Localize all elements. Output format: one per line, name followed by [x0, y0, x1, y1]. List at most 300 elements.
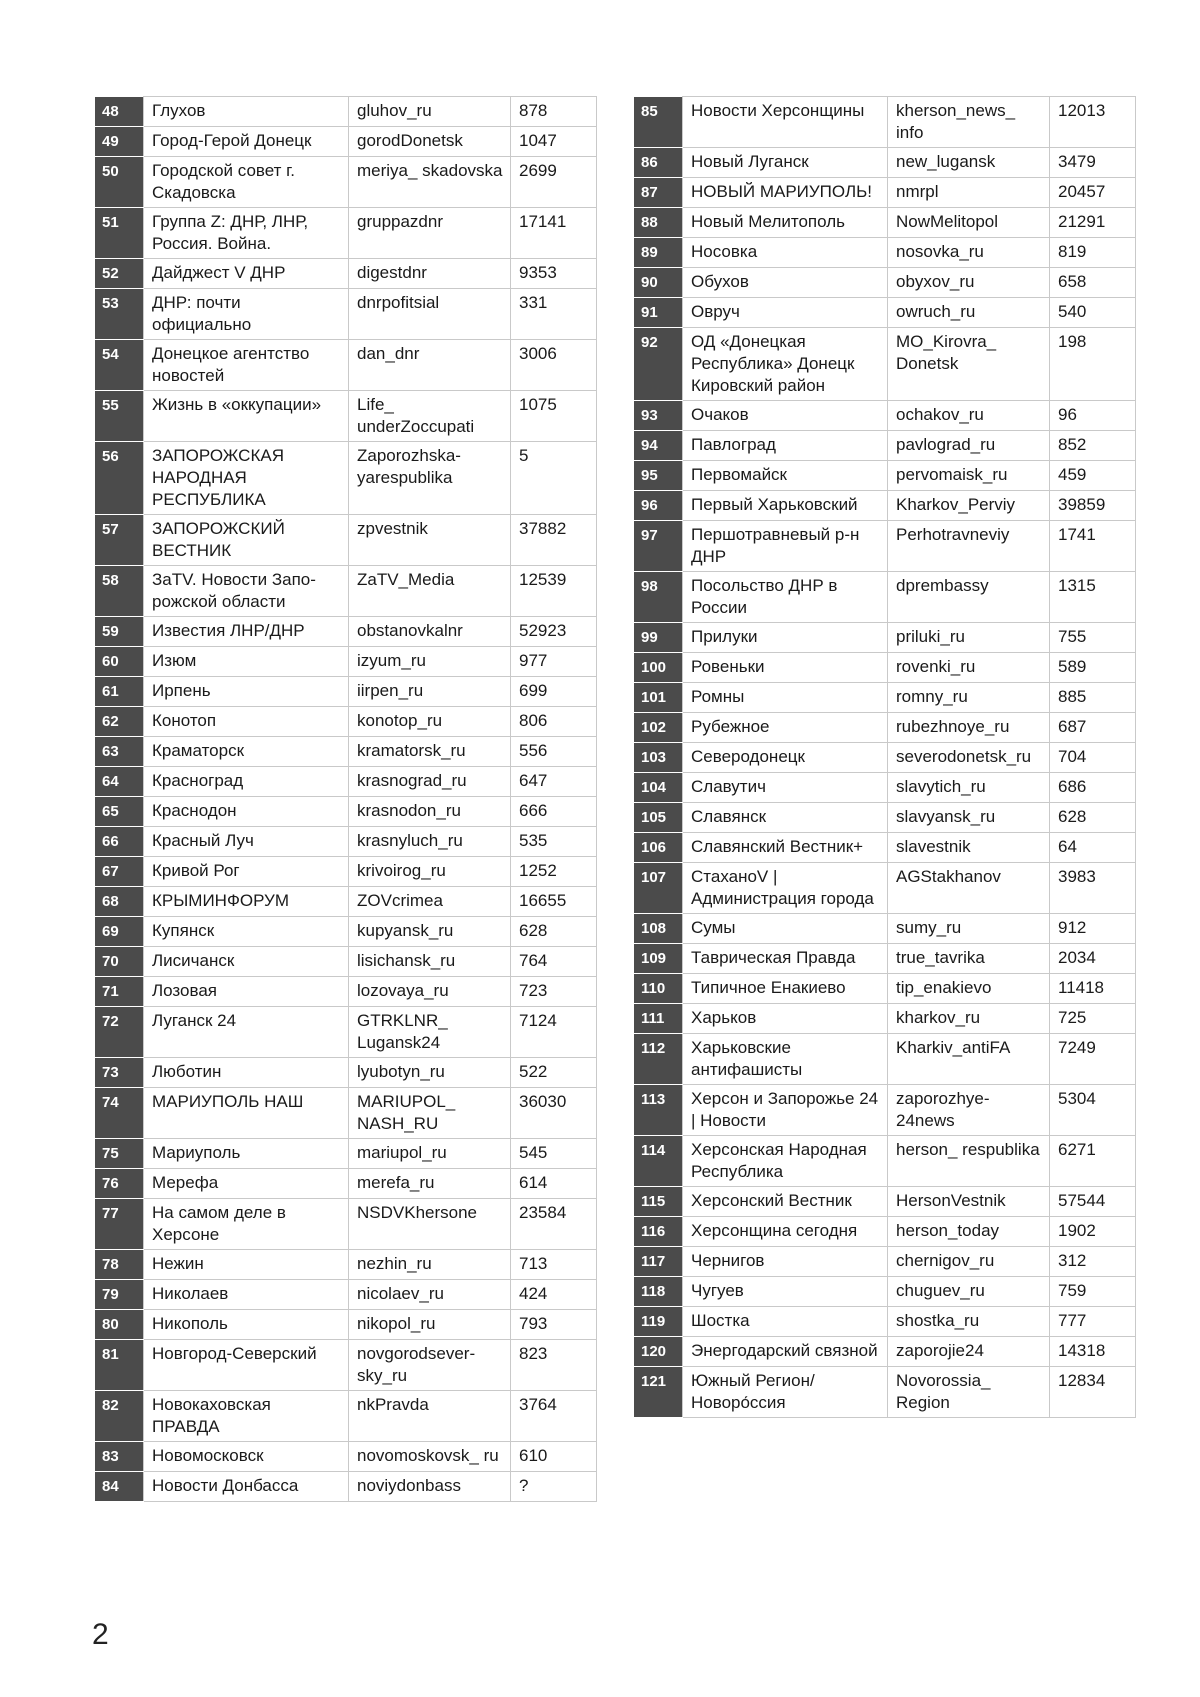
- table-row: [635, 461, 1136, 491]
- row-number: 67: [96, 857, 144, 887]
- table-row: [96, 1139, 597, 1169]
- row-number: 85: [635, 97, 683, 148]
- row-number: 50: [96, 157, 144, 208]
- subscriber-count: 704: [1050, 743, 1136, 773]
- channel-name: Носовка: [683, 238, 888, 268]
- channel-handle: kupyansk_ru: [349, 917, 511, 947]
- channel-handle: dan_dnr: [349, 340, 511, 391]
- row-number: 100: [635, 653, 683, 683]
- channel-name: Кривой Рог: [144, 857, 349, 887]
- table-row: [635, 148, 1136, 178]
- table-row: [635, 713, 1136, 743]
- row-number: 87: [635, 178, 683, 208]
- table-row: [96, 340, 597, 391]
- channel-name: Николаев: [144, 1280, 349, 1310]
- row-number: 52: [96, 259, 144, 289]
- row-number: 49: [96, 127, 144, 157]
- channel-name: Никополь: [144, 1310, 349, 1340]
- table-row: [635, 1187, 1136, 1217]
- channel-handle: noviydonbass: [349, 1472, 511, 1502]
- channel-handle: ZOVcrimea: [349, 887, 511, 917]
- table-row: [635, 803, 1136, 833]
- channel-handle: ochakov_ru: [888, 401, 1050, 431]
- channel-name: Глухов: [144, 97, 349, 127]
- channel-handle: GTRKLNR_ Lugansk24: [349, 1007, 511, 1058]
- table-row: [96, 1391, 597, 1442]
- subscriber-count: 614: [511, 1169, 597, 1199]
- row-number: 65: [96, 797, 144, 827]
- channel-name: Посольство ДНР в России: [683, 572, 888, 623]
- page-number: 2: [92, 1618, 109, 1651]
- row-number: 58: [96, 566, 144, 617]
- subscriber-count: 699: [511, 677, 597, 707]
- row-number: 95: [635, 461, 683, 491]
- channel-name: Луганск 24: [144, 1007, 349, 1058]
- row-number: 88: [635, 208, 683, 238]
- channel-handle: tip_enakievo: [888, 974, 1050, 1004]
- channel-handle: lozovaya_ru: [349, 977, 511, 1007]
- channel-handle: zaporozhye-24news: [888, 1085, 1050, 1136]
- row-number: 114: [635, 1136, 683, 1187]
- table-row: [96, 707, 597, 737]
- table-row: [96, 1472, 597, 1502]
- table-row: [96, 977, 597, 1007]
- channel-name: Южный Регион/ Новоро́ссия: [683, 1367, 888, 1418]
- channel-handle: krasnodon_ru: [349, 797, 511, 827]
- channel-handle: chuguev_ru: [888, 1277, 1050, 1307]
- channel-name: Обухов: [683, 268, 888, 298]
- table-row: [96, 1442, 597, 1472]
- row-number: 91: [635, 298, 683, 328]
- table-row: [635, 1277, 1136, 1307]
- channel-handle: izyum_ru: [349, 647, 511, 677]
- table-row: [635, 623, 1136, 653]
- row-number: 72: [96, 1007, 144, 1058]
- channel-name: Шостка: [683, 1307, 888, 1337]
- subscriber-count: 331: [511, 289, 597, 340]
- subscriber-count: 12539: [511, 566, 597, 617]
- subscriber-count: 6271: [1050, 1136, 1136, 1187]
- channel-handle: ZaTV_Media: [349, 566, 511, 617]
- channel-handle: MO_Kirovra_ Donetsk: [888, 328, 1050, 401]
- table-row: [96, 1280, 597, 1310]
- channel-handle: Kharkov_Perviy: [888, 491, 1050, 521]
- channel-handle: mariupol_ru: [349, 1139, 511, 1169]
- channel-handle: merefa_ru: [349, 1169, 511, 1199]
- channel-handle: nosovka_ru: [888, 238, 1050, 268]
- subscriber-count: 1047: [511, 127, 597, 157]
- subscriber-count: 3764: [511, 1391, 597, 1442]
- row-number: 106: [635, 833, 683, 863]
- channel-name: Таврическая Правда: [683, 944, 888, 974]
- channel-table-left: [95, 96, 597, 1502]
- subscriber-count: 459: [1050, 461, 1136, 491]
- channel-table-left-body: [96, 97, 597, 1502]
- channel-name: Херсонская Народная Республика: [683, 1136, 888, 1187]
- row-number: 68: [96, 887, 144, 917]
- row-number: 109: [635, 944, 683, 974]
- channel-name: Типичное Енакиево: [683, 974, 888, 1004]
- table-row: [96, 647, 597, 677]
- subscriber-count: 852: [1050, 431, 1136, 461]
- channel-name: Чернигов: [683, 1247, 888, 1277]
- channel-name: СтаханоV | Администрация города: [683, 863, 888, 914]
- channel-name: Прилуки: [683, 623, 888, 653]
- row-number: 115: [635, 1187, 683, 1217]
- table-row: [635, 521, 1136, 572]
- table-row: [96, 767, 597, 797]
- row-number: 77: [96, 1199, 144, 1250]
- channel-handle: chernigov_ru: [888, 1247, 1050, 1277]
- channel-handle: lisichansk_ru: [349, 947, 511, 977]
- row-number: 102: [635, 713, 683, 743]
- subscriber-count: 5304: [1050, 1085, 1136, 1136]
- channel-name: Мерефа: [144, 1169, 349, 1199]
- channel-name: НОВЫЙ МАРИУПОЛЬ!: [683, 178, 888, 208]
- channel-handle: gorodDonetsk: [349, 127, 511, 157]
- channel-name: ДНР: почти официально: [144, 289, 349, 340]
- table-row: [635, 653, 1136, 683]
- row-number: 73: [96, 1058, 144, 1088]
- channel-name: Группа Z: ДНР, ЛНР, Россия. Война.: [144, 208, 349, 259]
- table-row: [96, 857, 597, 887]
- channel-handle: Zaporozhska-yarespublika: [349, 442, 511, 515]
- channel-name: На самом деле в Херсоне: [144, 1199, 349, 1250]
- subscriber-count: 14318: [1050, 1337, 1136, 1367]
- subscriber-count: 12834: [1050, 1367, 1136, 1418]
- channel-handle: obstanovkalnr: [349, 617, 511, 647]
- subscriber-count: 9353: [511, 259, 597, 289]
- row-number: 62: [96, 707, 144, 737]
- subscriber-count: 713: [511, 1250, 597, 1280]
- channel-handle: kramatorsk_ru: [349, 737, 511, 767]
- row-number: 113: [635, 1085, 683, 1136]
- channel-handle: romny_ru: [888, 683, 1050, 713]
- channel-name: Дайджест V ДНР: [144, 259, 349, 289]
- subscriber-count: 1252: [511, 857, 597, 887]
- subscriber-count: 977: [511, 647, 597, 677]
- channel-handle: shostka_ru: [888, 1307, 1050, 1337]
- channel-name: Краснодон: [144, 797, 349, 827]
- table-row: [96, 289, 597, 340]
- subscriber-count: 610: [511, 1442, 597, 1472]
- subscriber-count: 666: [511, 797, 597, 827]
- subscriber-count: 522: [511, 1058, 597, 1088]
- table-row: [96, 1250, 597, 1280]
- table-row: [96, 97, 597, 127]
- row-number: 121: [635, 1367, 683, 1418]
- channel-name: Ирпень: [144, 677, 349, 707]
- row-number: 63: [96, 737, 144, 767]
- subscriber-count: 777: [1050, 1307, 1136, 1337]
- channel-name: Очаков: [683, 401, 888, 431]
- channel-handle: meriya_ skadovska: [349, 157, 511, 208]
- table-row: [635, 178, 1136, 208]
- channel-name: Новомосковск: [144, 1442, 349, 1472]
- row-number: 79: [96, 1280, 144, 1310]
- row-number: 61: [96, 677, 144, 707]
- subscriber-count: 57544: [1050, 1187, 1136, 1217]
- row-number: 101: [635, 683, 683, 713]
- channel-handle: digestdnr: [349, 259, 511, 289]
- row-number: 92: [635, 328, 683, 401]
- channel-name: Первомайск: [683, 461, 888, 491]
- row-number: 51: [96, 208, 144, 259]
- table-row: [96, 208, 597, 259]
- channel-name: Новый Луганск: [683, 148, 888, 178]
- row-number: 81: [96, 1340, 144, 1391]
- channel-handle: nezhin_ru: [349, 1250, 511, 1280]
- subscriber-count: 723: [511, 977, 597, 1007]
- subscriber-count: 793: [511, 1310, 597, 1340]
- channel-name: Чугуев: [683, 1277, 888, 1307]
- table-row: [635, 833, 1136, 863]
- table-row: [635, 238, 1136, 268]
- subscriber-count: 823: [511, 1340, 597, 1391]
- channel-name: Харьков: [683, 1004, 888, 1034]
- row-number: 97: [635, 521, 683, 572]
- channel-name: Городской совет г. Скадовска: [144, 157, 349, 208]
- subscriber-count: 628: [511, 917, 597, 947]
- subscriber-count: 686: [1050, 773, 1136, 803]
- channel-name: Мариуполь: [144, 1139, 349, 1169]
- row-number: 78: [96, 1250, 144, 1280]
- channel-name: Павлоград: [683, 431, 888, 461]
- channel-name: Северодонецк: [683, 743, 888, 773]
- channel-handle: MARIUPOL_ NASH_RU: [349, 1088, 511, 1139]
- row-number: 103: [635, 743, 683, 773]
- subscriber-count: 96: [1050, 401, 1136, 431]
- row-number: 105: [635, 803, 683, 833]
- subscriber-count: 687: [1050, 713, 1136, 743]
- table-row: [635, 328, 1136, 401]
- subscriber-count: 1902: [1050, 1217, 1136, 1247]
- channel-handle: lyubotyn_ru: [349, 1058, 511, 1088]
- channel-name: Известия ЛНР/ДНР: [144, 617, 349, 647]
- channel-name: Харьковские антифашисты: [683, 1034, 888, 1085]
- table-row: [96, 1088, 597, 1139]
- channel-handle: krivoirog_ru: [349, 857, 511, 887]
- row-number: 94: [635, 431, 683, 461]
- channel-handle: dprembassy: [888, 572, 1050, 623]
- channel-handle: konotop_ru: [349, 707, 511, 737]
- channel-name: Энергодарский связной: [683, 1337, 888, 1367]
- channel-name: Лозовая: [144, 977, 349, 1007]
- row-number: 119: [635, 1307, 683, 1337]
- table-row: [635, 1136, 1136, 1187]
- channel-name: Новости Донбасса: [144, 1472, 349, 1502]
- subscriber-count: ?: [511, 1472, 597, 1502]
- channel-name: Першотравневый р-н ДНР: [683, 521, 888, 572]
- row-number: 104: [635, 773, 683, 803]
- channel-name: ОД «Донецкая Республика» Донецк Кировский район: [683, 328, 888, 401]
- channel-name: Херсонщина сегодня: [683, 1217, 888, 1247]
- row-number: 117: [635, 1247, 683, 1277]
- channel-name: Красноград: [144, 767, 349, 797]
- subscriber-count: 540: [1050, 298, 1136, 328]
- subscriber-count: 764: [511, 947, 597, 977]
- row-number: 89: [635, 238, 683, 268]
- row-number: 60: [96, 647, 144, 677]
- row-number: 86: [635, 148, 683, 178]
- row-number: 110: [635, 974, 683, 1004]
- table-row: [96, 797, 597, 827]
- subscriber-count: 556: [511, 737, 597, 767]
- channel-handle: owruch_ru: [888, 298, 1050, 328]
- channel-handle: herson_ respublika: [888, 1136, 1050, 1187]
- table-row: [96, 1058, 597, 1088]
- channel-name: ЗАПОРОЖСКАЯ НАРОДНАЯ РЕСПУБЛИКА: [144, 442, 349, 515]
- subscriber-count: 39859: [1050, 491, 1136, 521]
- table-row: [635, 1307, 1136, 1337]
- channel-handle: new_lugansk: [888, 148, 1050, 178]
- channel-handle: NSDVKhersone: [349, 1199, 511, 1250]
- table-row: [96, 259, 597, 289]
- row-number: 93: [635, 401, 683, 431]
- channel-handle: AGStakhanov: [888, 863, 1050, 914]
- channel-table-right: [634, 96, 1136, 1418]
- table-row: [635, 1004, 1136, 1034]
- channel-table-right-body: [635, 97, 1136, 1418]
- row-number: 59: [96, 617, 144, 647]
- channel-handle: NowMelitopol: [888, 208, 1050, 238]
- row-number: 69: [96, 917, 144, 947]
- table-row: [635, 208, 1136, 238]
- subscriber-count: 21291: [1050, 208, 1136, 238]
- subscriber-count: 23584: [511, 1199, 597, 1250]
- row-number: 116: [635, 1217, 683, 1247]
- channel-name: Жизнь в «оккупации»: [144, 391, 349, 442]
- channel-name: Новгород-Северский: [144, 1340, 349, 1391]
- channel-handle: krasnyluch_ru: [349, 827, 511, 857]
- channel-handle: nkPravda: [349, 1391, 511, 1442]
- channel-handle: rubezhnoye_ru: [888, 713, 1050, 743]
- channel-name: Донецкое агентство новостей: [144, 340, 349, 391]
- subscriber-count: 3479: [1050, 148, 1136, 178]
- subscriber-count: 7249: [1050, 1034, 1136, 1085]
- table-row: [96, 515, 597, 566]
- subscriber-count: 312: [1050, 1247, 1136, 1277]
- channel-name: Изюм: [144, 647, 349, 677]
- table-row: [96, 566, 597, 617]
- channel-name: Город-Герой Донецк: [144, 127, 349, 157]
- channel-name: Краматорск: [144, 737, 349, 767]
- row-number: 118: [635, 1277, 683, 1307]
- row-number: 90: [635, 268, 683, 298]
- channel-handle: nicolaev_ru: [349, 1280, 511, 1310]
- subscriber-count: 647: [511, 767, 597, 797]
- channel-name: ЗАПОРОЖСКИЙ ВЕСТНИК: [144, 515, 349, 566]
- subscriber-count: 1741: [1050, 521, 1136, 572]
- table-row: [635, 863, 1136, 914]
- subscriber-count: 3983: [1050, 863, 1136, 914]
- row-number: 96: [635, 491, 683, 521]
- channel-name: Славянск: [683, 803, 888, 833]
- channel-name: ЗаTV. Новости Запо-рожской области: [144, 566, 349, 617]
- row-number: 84: [96, 1472, 144, 1502]
- table-row: [96, 157, 597, 208]
- subscriber-count: 64: [1050, 833, 1136, 863]
- table-row: [635, 401, 1136, 431]
- row-number: 55: [96, 391, 144, 442]
- channel-handle: kherson_news_ info: [888, 97, 1050, 148]
- subscriber-count: 628: [1050, 803, 1136, 833]
- channel-name: КРЫМИНФОРУМ: [144, 887, 349, 917]
- channel-name: Лисичанск: [144, 947, 349, 977]
- channel-name: МАРИУПОЛЬ НАШ: [144, 1088, 349, 1139]
- channel-handle: Novorossia_ Region: [888, 1367, 1050, 1418]
- table-row: [96, 737, 597, 767]
- subscriber-count: 806: [511, 707, 597, 737]
- channel-handle: gruppazdnr: [349, 208, 511, 259]
- channel-handle: priluki_ru: [888, 623, 1050, 653]
- channel-handle: herson_today: [888, 1217, 1050, 1247]
- table-row: [635, 1367, 1136, 1418]
- table-row: [96, 442, 597, 515]
- row-number: 108: [635, 914, 683, 944]
- channel-handle: novomoskovsk_ ru: [349, 1442, 511, 1472]
- subscriber-count: 885: [1050, 683, 1136, 713]
- table-row: [96, 1310, 597, 1340]
- subscriber-count: 878: [511, 97, 597, 127]
- table-row: [635, 268, 1136, 298]
- channel-handle: severodonetsk_ru: [888, 743, 1050, 773]
- table-row: [96, 677, 597, 707]
- table-row: [635, 97, 1136, 148]
- row-number: 99: [635, 623, 683, 653]
- table-row: [635, 974, 1136, 1004]
- channel-handle: zaporojie24: [888, 1337, 1050, 1367]
- row-number: 111: [635, 1004, 683, 1034]
- subscriber-count: 912: [1050, 914, 1136, 944]
- channel-handle: slavestnik: [888, 833, 1050, 863]
- subscriber-count: 1075: [511, 391, 597, 442]
- channel-handle: krasnograd_ru: [349, 767, 511, 797]
- channel-handle: sumy_ru: [888, 914, 1050, 944]
- channel-name: Люботин: [144, 1058, 349, 1088]
- channel-handle: obyxov_ru: [888, 268, 1050, 298]
- channel-name: Новокаховская ПРАВДА: [144, 1391, 349, 1442]
- table-row: [635, 743, 1136, 773]
- subscriber-count: 12013: [1050, 97, 1136, 148]
- channel-handle: pervomaisk_ru: [888, 461, 1050, 491]
- channel-handle: Kharkiv_antiFA: [888, 1034, 1050, 1085]
- channel-handle: slavytich_ru: [888, 773, 1050, 803]
- table-row: [635, 572, 1136, 623]
- channel-handle: kharkov_ru: [888, 1004, 1050, 1034]
- subscriber-count: 20457: [1050, 178, 1136, 208]
- row-number: 74: [96, 1088, 144, 1139]
- row-number: 56: [96, 442, 144, 515]
- table-row: [96, 1199, 597, 1250]
- table-row: [96, 1169, 597, 1199]
- subscriber-count: 1315: [1050, 572, 1136, 623]
- row-number: 70: [96, 947, 144, 977]
- subscriber-count: 3006: [511, 340, 597, 391]
- table-row: [96, 917, 597, 947]
- table-row: [635, 1085, 1136, 1136]
- channel-name: Новый Мелитополь: [683, 208, 888, 238]
- subscriber-count: 819: [1050, 238, 1136, 268]
- subscriber-count: 11418: [1050, 974, 1136, 1004]
- table-row: [635, 944, 1136, 974]
- channel-handle: pavlograd_ru: [888, 431, 1050, 461]
- channel-name: Херсон и Запорожье 24 | Новости: [683, 1085, 888, 1136]
- table-row: [96, 887, 597, 917]
- subscriber-count: 2034: [1050, 944, 1136, 974]
- table-row: [635, 431, 1136, 461]
- channel-name: Сумы: [683, 914, 888, 944]
